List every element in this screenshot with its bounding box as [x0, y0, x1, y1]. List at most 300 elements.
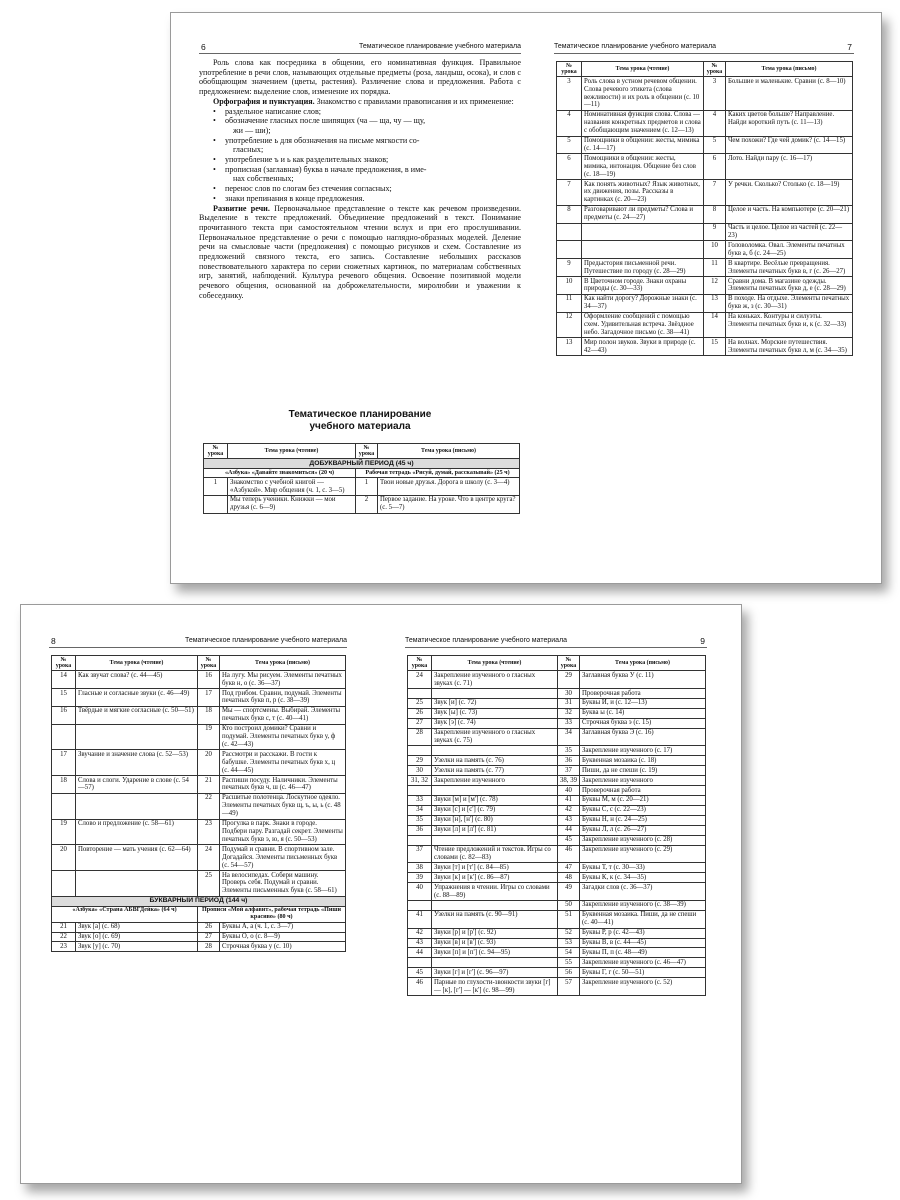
lesson-number — [557, 223, 582, 241]
lesson-topic-reading: Закрепление изученного о гласных звуках (с. 75) — [432, 728, 558, 746]
table-row — [408, 938, 706, 948]
lesson-number: 36 — [558, 756, 580, 766]
lesson-number: 28 — [408, 728, 432, 746]
lesson-number: 6 — [704, 154, 726, 180]
lesson-topic-writing: На волнах. Морские путешествия. Элементы печатных букв л, м (с. 34—35) — [726, 338, 853, 356]
lesson-number: 57 — [558, 978, 580, 996]
lesson-topic-reading: Звуки [в] и [в'] (с. 93) — [432, 938, 558, 948]
table-row — [408, 863, 706, 873]
subheader-writing: Прописи «Мой алфавит», рабочая тетрадь «Пиши красиво» (80 ч) — [198, 906, 346, 922]
paragraph — [199, 97, 521, 107]
lesson-number: 28 — [198, 942, 220, 952]
lesson-number: 38 — [408, 863, 432, 873]
lesson-topic-reading: Помощники в общении: жесты, мимика, интонация. Общение без слов (с. 18—19) — [582, 154, 704, 180]
bullet-item — [199, 155, 521, 165]
column-header: № урока — [204, 444, 228, 459]
lesson-topic-reading: Знакомство с учебной книгой — «Азбукой». Мир общения (ч. 1, с. 3—5) — [228, 478, 356, 496]
lesson-number: 24 — [198, 845, 220, 871]
lesson-number: 23 — [52, 942, 76, 952]
lesson-topic-reading — [76, 793, 198, 819]
lesson-topic-writing: Буквы М, м (с. 20—21) — [580, 795, 706, 805]
lesson-topic-reading: Звук [у] (с. 70) — [76, 942, 198, 952]
column-header: Тема урока (письмо) — [220, 656, 346, 671]
lesson-number: 42 — [558, 805, 580, 815]
column-header: Тема урока (чтение) — [228, 444, 356, 459]
lesson-number: 27 — [198, 932, 220, 942]
column-header: № урока — [557, 62, 582, 77]
lesson-topic-reading: Закрепление изученного о гласных звуках (с. 71) — [432, 671, 558, 689]
lesson-topic-writing: Строчная буква у (с. 10) — [220, 942, 346, 952]
table-row — [52, 871, 346, 897]
table-row — [408, 776, 706, 786]
lesson-topic-reading: Повторение — мать учения (с. 62—64) — [76, 845, 198, 871]
lesson-topic-writing: Закрепление изученного (с. 17) — [580, 746, 706, 756]
page-number: 8 — [51, 636, 56, 646]
table-row — [557, 241, 853, 259]
lesson-topic-reading — [432, 786, 558, 796]
bullet-text: знаки препинания в конце предложения. — [225, 193, 365, 203]
lesson-number: 55 — [558, 958, 580, 968]
lesson-number: 51 — [558, 910, 580, 928]
lesson-topic-writing: Головоломка. Овал. Элементы печатных букв а, б (с. 24—25) — [726, 241, 853, 259]
table-row — [557, 312, 853, 338]
lesson-topic-reading — [432, 900, 558, 910]
page-9 — [405, 605, 707, 1183]
table-row — [408, 689, 706, 699]
lesson-topic-reading: Номинативная функция слова. Слова — названия конкретных предметов и слова с обобщающим значением (с. 12—13) — [582, 110, 704, 136]
table-row — [408, 835, 706, 845]
table-row — [557, 77, 853, 111]
lesson-topic-reading — [432, 958, 558, 968]
lesson-topic-writing: В квартире. Весёлые превращения. Элементы печатных букв в, г (с. 26—27) — [726, 259, 853, 277]
table-row — [408, 805, 706, 815]
lesson-topic-reading: Роль слова в устном речевом общении. Слова речевого этикета (слова вежливости) и их роль в общении (с. 10—11) — [582, 77, 704, 111]
lesson-topic-reading: Мы теперь ученики. Книжки — мои друзья (с. 6—9) — [228, 495, 356, 513]
table-row — [408, 756, 706, 766]
lesson-number — [408, 786, 432, 796]
lesson-number — [557, 241, 582, 259]
lesson-topic-reading: Упражнения в чтении. Игры со словами (с. 88—89) — [432, 883, 558, 901]
lesson-topic-writing: Твои новые друзья. Дорога в школу (с. 3—4) — [378, 478, 520, 496]
running-header — [554, 41, 854, 54]
plan-table — [203, 443, 520, 514]
column-header: № урока — [704, 62, 726, 77]
spread-pages-8-9 — [20, 604, 742, 1184]
lesson-topic-writing: Лото. Найди пару (с. 16—17) — [726, 154, 853, 180]
paragraph — [199, 204, 521, 301]
table-row — [557, 338, 853, 356]
lesson-topic-writing: Прогулка в парк. Знаки в городе. Подбери пару. Разгадай секрет. Элементы печатных букв э, ю, я (с. 50—53) — [220, 819, 346, 845]
lesson-number: 12 — [557, 312, 582, 338]
table-header-row — [52, 656, 346, 671]
section-title-line: учебного материала — [309, 421, 411, 432]
lesson-topic-writing: Закрепление изученного (с. 38—39) — [580, 900, 706, 910]
column-header: Тема урока (письмо) — [378, 444, 520, 459]
lesson-topic-reading: Звуки [с] и [с'] (с. 79) — [432, 805, 558, 815]
period-row — [52, 896, 346, 906]
lesson-topic-writing: Под грибом. Сравни, подумай. Элементы печатных букв п, р (с. 38—39) — [220, 689, 346, 707]
lesson-topic-reading: Чтение предложений и текстов. Игры со словами (с. 82—83) — [432, 845, 558, 863]
table-row — [408, 883, 706, 901]
lesson-topic-writing: Кто построил домики? Сравни и подумай. Элементы печатных букв у, ф (с. 42—43) — [220, 724, 346, 750]
lesson-topic-writing: Рассмотри и расскажи. В гости к бабушке. Элементы печатных букв х, ц (с. 44—45) — [220, 750, 346, 776]
paragraph-text: Роль слова как посредника в общении, его номинативная функция. Правильное употребление в речи слов, называющих отдельные предметы (роза, ландыш, осока), и слов с обобщающим значением (цветы, растения). Различение слова и предложения. Работа с предложением: выделение слов, изменение их порядка. — [199, 58, 521, 97]
lesson-number: 13 — [557, 338, 582, 356]
table-row — [408, 928, 706, 938]
table-row — [408, 845, 706, 863]
lesson-topic-reading: Звук [и] (с. 72) — [432, 698, 558, 708]
lesson-topic-writing: Закрепление изученного (с. 52) — [580, 978, 706, 996]
lesson-topic-writing: Буквы О, о (с. 8—9) — [220, 932, 346, 942]
lesson-number: 17 — [198, 689, 220, 707]
bullet-text: обозначение гласных после шипящих (ча — ща, чу — щу, — [225, 116, 426, 126]
lesson-topic-reading: Закрепление изученного — [432, 776, 558, 786]
table-row — [408, 900, 706, 910]
lesson-topic-reading: Мир полон звуков. Звуки в природе (с. 42—43) — [582, 338, 704, 356]
lesson-number: 44 — [408, 948, 432, 958]
lesson-topic-writing: На коньках. Контуры и силуэты. Элементы печатных букв и, к (с. 32—33) — [726, 312, 853, 338]
table-row — [52, 922, 346, 932]
lesson-number: 10 — [557, 277, 582, 295]
paragraph-lead: Орфография и пунктуация. — [213, 96, 315, 106]
lesson-topic-reading: Звучание и значение слова (с. 52—53) — [76, 750, 198, 776]
lesson-topic-reading: Разговаривают ли предметы? Слова и предметы (с. 24—27) — [582, 205, 704, 223]
lesson-number: 29 — [558, 671, 580, 689]
lesson-number: 15 — [704, 338, 726, 356]
subheader-writing: Рабочая тетрадь «Рисуй, думай, рассказывай» (25 ч) — [356, 469, 520, 478]
table-row — [408, 746, 706, 756]
lesson-topic-writing: Строчная буква э (с. 15) — [580, 718, 706, 728]
lesson-topic-reading — [582, 223, 704, 241]
table-row — [408, 766, 706, 776]
table-row — [408, 910, 706, 928]
lesson-number: 3 — [557, 77, 582, 111]
lesson-number: 22 — [52, 932, 76, 942]
lesson-topic-writing: Буквы Л, л (с. 26—27) — [580, 825, 706, 835]
lesson-topic-writing: Распиши посуду. Наличники. Элементы печатных букв ч, ш (с. 46—47) — [220, 776, 346, 794]
lesson-number: 34 — [558, 728, 580, 746]
lesson-topic-reading: В Цветочном городе. Знаки охраны природы (с. 30—33) — [582, 277, 704, 295]
lesson-topic-writing: Буквы Т, т (с. 30—33) — [580, 863, 706, 873]
table-row — [52, 793, 346, 819]
period-row — [204, 459, 520, 469]
table-row — [557, 294, 853, 312]
lesson-number: 8 — [704, 205, 726, 223]
page-7 — [554, 13, 854, 583]
lesson-topic-reading: Звуки [т] и [т'] (с. 84—85) — [432, 863, 558, 873]
subheader-row — [204, 469, 520, 478]
lesson-number: 8 — [557, 205, 582, 223]
bullet-icon: • — [213, 184, 216, 194]
table-row — [557, 110, 853, 136]
lesson-number: 40 — [558, 786, 580, 796]
column-header: Тема урока (чтение) — [432, 656, 558, 671]
header-title: Тематическое планирование учебного материала — [405, 637, 568, 644]
table-row — [557, 154, 853, 180]
lesson-topic-writing: На велосипедах. Собери машину. Проверь себя. Подумай и сравни. Элементы письменных букв (с. 58—61) — [220, 871, 346, 897]
lesson-topic-reading: Узелки на память (с. 77) — [432, 766, 558, 776]
lesson-number: 31 — [558, 698, 580, 708]
lesson-number: 48 — [558, 873, 580, 883]
bullet-item-continuation — [199, 126, 521, 136]
bullet-icon: • — [213, 135, 216, 145]
period-title: БУКВАРНЫЙ ПЕРИОД (144 ч) — [52, 896, 346, 906]
lesson-topic-reading: Звуки [г] и [г'] (с. 96—97) — [432, 968, 558, 978]
bullet-icon: • — [213, 193, 216, 203]
table-row — [408, 671, 706, 689]
column-header: № урока — [356, 444, 378, 459]
table-row — [52, 932, 346, 942]
lesson-topic-writing: Буквы Р, р (с. 42—43) — [580, 928, 706, 938]
lesson-number: 20 — [52, 845, 76, 871]
table-row — [557, 136, 853, 154]
lesson-topic-reading: Звуки [м] и [м'] (с. 78) — [432, 795, 558, 805]
lesson-topic-writing: Первое задание. На уроке. Что в центре круга? (с. 5—7) — [378, 495, 520, 513]
header-title: Тематическое планирование учебного материала — [358, 43, 521, 50]
lesson-number: 15 — [52, 689, 76, 707]
table-row — [557, 259, 853, 277]
lesson-number — [52, 793, 76, 819]
lesson-number: 27 — [408, 718, 432, 728]
lesson-number — [408, 689, 432, 699]
lesson-number: 37 — [558, 766, 580, 776]
bullet-text: употребление ъ и ь как разделительных знаков; — [225, 155, 389, 165]
lesson-topic-reading: Слова и слоги. Ударение в слове (с. 54—57) — [76, 776, 198, 794]
paragraph-lead: Развитие речи. — [213, 203, 270, 213]
column-header: № урока — [558, 656, 580, 671]
lesson-topic-writing: Буквы К, к (с. 34—35) — [580, 873, 706, 883]
lesson-number: 5 — [704, 136, 726, 154]
section-title — [199, 409, 521, 433]
lesson-topic-writing: Закрепление изученного — [580, 776, 706, 786]
lesson-topic-writing: Большие и маленькие. Сравни (с. 8—10) — [726, 77, 853, 111]
lesson-topic-writing: В походе. На отдыхе. Элементы печатных букв ж, з (с. 30—31) — [726, 294, 853, 312]
lesson-number: 4 — [557, 110, 582, 136]
bullet-item — [199, 194, 521, 204]
lesson-number: 10 — [704, 241, 726, 259]
paragraph — [199, 58, 521, 97]
bullet-icon: • — [213, 106, 216, 116]
lesson-number: 7 — [704, 180, 726, 206]
lesson-number: 53 — [558, 938, 580, 948]
column-header: № урока — [408, 656, 432, 671]
lesson-topic-reading — [76, 871, 198, 897]
subheader-row — [52, 906, 346, 922]
lesson-topic-writing: Буквы И, и (с. 12—13) — [580, 698, 706, 708]
header-title: Тематическое планирование учебного материала — [554, 43, 717, 50]
column-header: Тема урока (чтение) — [582, 62, 704, 77]
lesson-number: 24 — [408, 671, 432, 689]
table-row — [408, 948, 706, 958]
lesson-topic-reading: Звуки [п] и [п'] (с. 94—95) — [432, 948, 558, 958]
lesson-topic-reading: Гласные и согласные звуки (с. 46—49) — [76, 689, 198, 707]
table-row — [52, 819, 346, 845]
subheader-reading: «Азбука» «Страна АБВГДейка» (64 ч) — [52, 906, 198, 922]
lesson-topic-reading: Звуки [л] и [л'] (с. 81) — [432, 825, 558, 835]
lesson-topic-writing: Каких цветов больше? Направление. Найди короткий путь (с. 11—13) — [726, 110, 853, 136]
table-row — [408, 958, 706, 968]
table-row — [52, 776, 346, 794]
lesson-number: 12 — [704, 277, 726, 295]
lesson-number: 43 — [408, 938, 432, 948]
plan-table — [51, 655, 346, 952]
lesson-number: 38, 39 — [558, 776, 580, 786]
lesson-number: 21 — [52, 922, 76, 932]
lesson-topic-writing: Заглавная буква У (с. 11) — [580, 671, 706, 689]
table-row — [52, 845, 346, 871]
bullet-item — [199, 136, 521, 146]
table-row — [557, 223, 853, 241]
lesson-number — [408, 746, 432, 756]
lesson-topic-writing: Загадки слов (с. 36—37) — [580, 883, 706, 901]
lesson-number: 42 — [408, 928, 432, 938]
subheader-reading: «Азбука» «Давайте знакомиться» (20 ч) — [204, 469, 356, 478]
lesson-number: 14 — [52, 671, 76, 689]
lesson-topic-writing: Подумай и сравни. В спортивном зале. Догадайся. Элементы письменных букв (с. 54—57) — [220, 845, 346, 871]
lesson-number: 11 — [557, 294, 582, 312]
lesson-topic-reading — [432, 689, 558, 699]
lesson-topic-reading — [582, 241, 704, 259]
lesson-number: 16 — [52, 706, 76, 724]
column-header: Тема урока (письмо) — [726, 62, 853, 77]
running-header — [199, 41, 521, 54]
lesson-topic-reading: Парные по глухости-звонкости звуки [г] — [к], [г'] — [к'] (с. 98—99) — [432, 978, 558, 996]
lesson-number: 29 — [408, 756, 432, 766]
table-header-row — [557, 62, 853, 77]
period-title: ДОБУКВАРНЫЙ ПЕРИОД (45 ч) — [204, 459, 520, 469]
lesson-topic-writing: Буквы Н, н (с. 24—25) — [580, 815, 706, 825]
table-row — [408, 728, 706, 746]
lesson-number: 35 — [558, 746, 580, 756]
lesson-number: 6 — [557, 154, 582, 180]
table-row — [557, 205, 853, 223]
lesson-number: 7 — [557, 180, 582, 206]
lesson-topic-writing: Буквы С, с (с. 22—23) — [580, 805, 706, 815]
lesson-topic-reading: Предыстория письменной речи. Путешествие по городу (с. 28—29) — [582, 259, 704, 277]
bullet-text: прописная (заглавная) буква в начале предложения, в име- — [225, 164, 427, 174]
table-row — [557, 277, 853, 295]
lesson-number: 41 — [558, 795, 580, 805]
body-text — [199, 58, 521, 301]
lesson-number: 26 — [408, 708, 432, 718]
lesson-number: 9 — [704, 223, 726, 241]
table-row — [408, 708, 706, 718]
lesson-number: 18 — [198, 706, 220, 724]
lesson-number: 2 — [356, 495, 378, 513]
header-title: Тематическое планирование учебного материала — [184, 637, 347, 644]
plan-table — [407, 655, 706, 996]
column-header: Тема урока (чтение) — [76, 656, 198, 671]
column-header: Тема урока (письмо) — [580, 656, 706, 671]
table-header-row — [408, 656, 706, 671]
lesson-topic-reading: Как понять животных? Язык животных, их движения, позы. Рассказы в картинках (с. 20—23) — [582, 180, 704, 206]
lesson-topic-reading: Узелки на память (с. 76) — [432, 756, 558, 766]
table-row — [408, 968, 706, 978]
lesson-topic-writing: Чем похожи? Где чей домик? (с. 14—15) — [726, 136, 853, 154]
lesson-number: 39 — [408, 873, 432, 883]
lesson-number: 36 — [408, 825, 432, 835]
lesson-topic-reading: Оформление сообщений с помощью схем. Удивительная встреча. Звёздное небо. Загадочное письмо (с. 38—41) — [582, 312, 704, 338]
lesson-topic-writing: Закрепление изученного (с. 28) — [580, 835, 706, 845]
lesson-number: 14 — [704, 312, 726, 338]
column-header: № урока — [198, 656, 220, 671]
table-row — [557, 180, 853, 206]
lesson-number: 21 — [198, 776, 220, 794]
table-row — [408, 795, 706, 805]
lesson-topic-writing: Расшитые полотенца. Лоскутное одеяло. Элементы печатных букв щ, ъ, ы, ь (с. 48—49) — [220, 793, 346, 819]
table-row — [408, 815, 706, 825]
bullet-item — [199, 107, 521, 117]
lesson-number — [52, 871, 76, 897]
bullet-text: перенос слов по слогам без стечения согласных; — [225, 184, 392, 194]
lesson-number: 49 — [558, 883, 580, 901]
lesson-number: 45 — [408, 968, 432, 978]
lesson-topic-writing: Буквенная мозаика. Пиши, да не спеши (с. 40—41) — [580, 910, 706, 928]
lesson-topic-reading: Слово и предложение (с. 58—61) — [76, 819, 198, 845]
bullet-item — [199, 184, 521, 194]
lesson-topic-writing: Закрепление изученного (с. 46—47) — [580, 958, 706, 968]
lesson-number: 46 — [558, 845, 580, 863]
table-row — [52, 724, 346, 750]
page-number: 6 — [201, 42, 206, 52]
lesson-topic-writing: Заглавная буква Э (с. 16) — [580, 728, 706, 746]
lesson-number: 25 — [198, 871, 220, 897]
lesson-number: 33 — [558, 718, 580, 728]
table-row — [408, 873, 706, 883]
table-row — [408, 718, 706, 728]
lesson-number — [204, 495, 228, 513]
lesson-number: 1 — [356, 478, 378, 496]
page-8 — [49, 605, 347, 1183]
table-row — [204, 495, 520, 513]
lesson-number: 20 — [198, 750, 220, 776]
lesson-topic-writing: Буквенная мозаика (с. 18) — [580, 756, 706, 766]
lesson-topic-reading — [76, 724, 198, 750]
lesson-number: 17 — [52, 750, 76, 776]
bullet-item — [199, 165, 521, 175]
lesson-number: 13 — [704, 294, 726, 312]
lesson-number — [52, 724, 76, 750]
bullet-icon: • — [213, 164, 216, 174]
lesson-topic-writing: Сравни дома. В магазине одежды. Элементы печатных букв д, е (с. 28—29) — [726, 277, 853, 295]
lesson-number: 9 — [557, 259, 582, 277]
lesson-number: 35 — [408, 815, 432, 825]
paragraph-text: Первоначальное представление о тексте как речевом произведении. Выделение в тексте предложений. Объединение предложений в текст. Понимание прочитанного текста при самостоятельном чтении вслух и при его прослушивании. Первоначальное представление о речи с помощью наглядно-образных моделей. Деление речи на смысловые части (предложения) с помощью рисунков и схем. Составление из предложений связного текста, его запись. Составление небольших рассказов повествовательного характера по серии сюжетных картинок, по материалам собственных игр, занятий, наблюдений. Культура речевого общения. Освоение позитивной модели речевого общения, основанной на доброжелательности, миролюбии и уважении к собеседнику. — [199, 203, 521, 300]
table-header-row — [204, 444, 520, 459]
lesson-topic-writing: Часть и целое. Целое из частей (с. 22—23) — [726, 223, 853, 241]
lesson-number: 32 — [558, 708, 580, 718]
lesson-number: 30 — [558, 689, 580, 699]
bullet-icon: • — [213, 155, 216, 165]
lesson-number: 50 — [558, 900, 580, 910]
lesson-number: 1 — [204, 478, 228, 496]
lesson-number: 4 — [704, 110, 726, 136]
spread-pages-6-7 — [170, 12, 882, 584]
bullet-text: нах собственных; — [233, 174, 294, 184]
page-number: 9 — [700, 636, 705, 646]
lesson-number: 26 — [198, 922, 220, 932]
lesson-topic-writing: Буквы В, в (с. 44—45) — [580, 938, 706, 948]
lesson-topic-writing: Буквы Г, г (с. 50—51) — [580, 968, 706, 978]
lesson-number: 56 — [558, 968, 580, 978]
lesson-topic-reading: Звуки [к] и [к'] (с. 86—87) — [432, 873, 558, 883]
lesson-number: 11 — [704, 259, 726, 277]
bullet-item — [199, 116, 521, 126]
table-row — [408, 825, 706, 835]
table-row — [408, 698, 706, 708]
lesson-topic-reading: Звук [э] (с. 74) — [432, 718, 558, 728]
running-header — [49, 635, 347, 648]
